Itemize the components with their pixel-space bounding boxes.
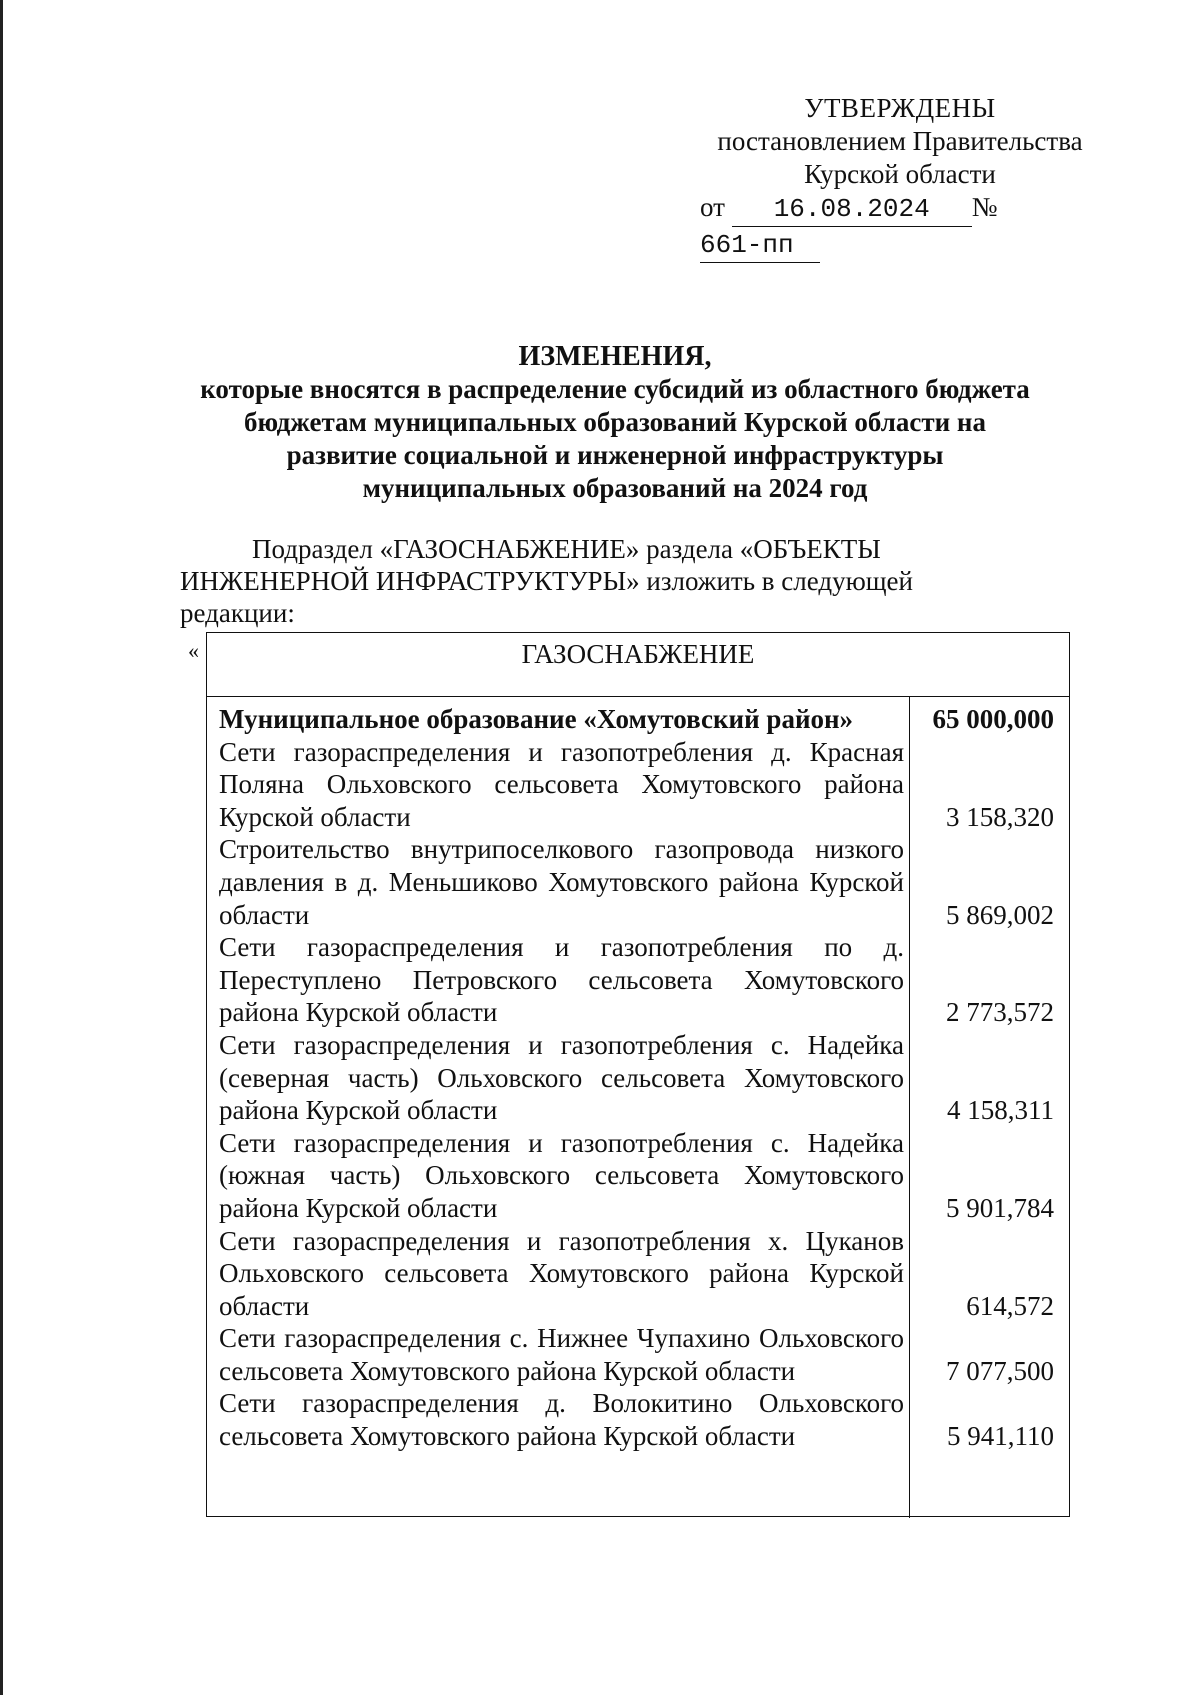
object-name: Сети газораспределения д. Волокитино Ольховского сельсовета Хомутовского района Курской области — [219, 1388, 904, 1452]
object-amount: 7 077,500 — [946, 1355, 1054, 1386]
object-name: Сети газораспределения с. Нижнее Чупахино Ольховского сельсовета Хомутовского района Курской области — [219, 1323, 904, 1386]
object-amount: 5 869,002 — [946, 899, 1054, 930]
table-row — [219, 1127, 1069, 1225]
document-heading — [150, 340, 1080, 505]
table-row — [219, 833, 1069, 931]
object-amount: 5 941,110 — [947, 1421, 1054, 1452]
object-name: Сети газораспределения и газопотребления с. Надейка (северная часть) Ольховского сельсовета Хомутовского района Курской области — [219, 1029, 904, 1126]
table-row-municipality — [219, 703, 1069, 736]
object-name: Строительство внутрипоселкового газопровода низкого давления в д. Меньшиково Хомутовского района Курской области — [219, 834, 904, 930]
object-amount: 4 158,311 — [947, 1095, 1054, 1126]
table-rows — [219, 703, 1069, 1453]
opening-quote: « — [188, 638, 199, 663]
heading-line: бюджетам муниципальных образований Курской области на — [244, 407, 986, 437]
number-prefix: № — [971, 192, 998, 222]
object-amount: 614,572 — [966, 1290, 1054, 1321]
scan-edge — [0, 0, 3, 1695]
heading-line: муниципальных образований на 2024 год — [362, 473, 868, 503]
gas-supply-table — [206, 632, 1070, 1517]
intro-line-2: ИНЖЕНЕРНОЙ ИНФРАСТРУКТУРЫ» изложить в следующей — [180, 566, 913, 596]
table-row — [219, 931, 1069, 1029]
approval-block — [690, 92, 1110, 263]
table-row — [219, 1322, 1069, 1387]
intro-line-1: Подраздел «ГАЗОСНАБЖЕНИЕ» раздела «ОБЪЕКТЫ — [252, 534, 881, 564]
table-row — [219, 1387, 1069, 1452]
object-amount: 2 773,572 — [946, 997, 1054, 1028]
approval-number: 661-пп — [700, 229, 820, 263]
table-row — [219, 1225, 1069, 1323]
intro-line-3: редакции: — [180, 598, 295, 628]
heading-title: ИЗМЕНЕНИЯ, — [518, 341, 712, 372]
date-prefix: от — [700, 192, 725, 222]
approval-date: 16.08.2024 — [732, 193, 972, 227]
approval-line-1: постановлением Правительства — [717, 126, 1083, 156]
object-amount: 5 901,784 — [946, 1192, 1054, 1223]
table-section-title: ГАЗОСНАБЖЕНИЕ — [207, 633, 1069, 697]
heading-line: которые вносятся в распределение субсидий из областного бюджета — [200, 374, 1030, 404]
object-name: Сети газораспределения и газопотребления д. Красная Поляна Ольховского сельсовета Хомутовского района Курской области — [219, 736, 904, 832]
object-name: Сети газораспределения и газопотребления по д. Переступлено Петровского сельсовета Хомутовского района Курской области — [219, 932, 904, 1028]
approval-line-2: Курской области — [804, 159, 996, 189]
municipality-name: Муниципальное образование «Хомутовский район» — [219, 704, 854, 734]
municipality-total: 65 000,000 — [932, 704, 1054, 734]
approval-title: УТВЕРЖДЕНЫ — [804, 93, 996, 123]
table-row — [219, 736, 1069, 834]
heading-line: развитие социальной и инженерной инфраструктуры — [286, 440, 944, 470]
object-amount: 3 158,320 — [946, 801, 1054, 832]
approval-date-line — [690, 191, 1110, 263]
object-name: Сети газораспределения и газопотребления с. Надейка (южная часть) Ольховского сельсовета Хомутовского района Курской области — [219, 1127, 904, 1223]
object-name: Сети газораспределения и газопотребления х. Цуканов Ольховского сельсовета Хомутовского района Курской области — [219, 1225, 904, 1321]
intro-paragraph — [180, 533, 980, 629]
table-row — [219, 1029, 1069, 1127]
